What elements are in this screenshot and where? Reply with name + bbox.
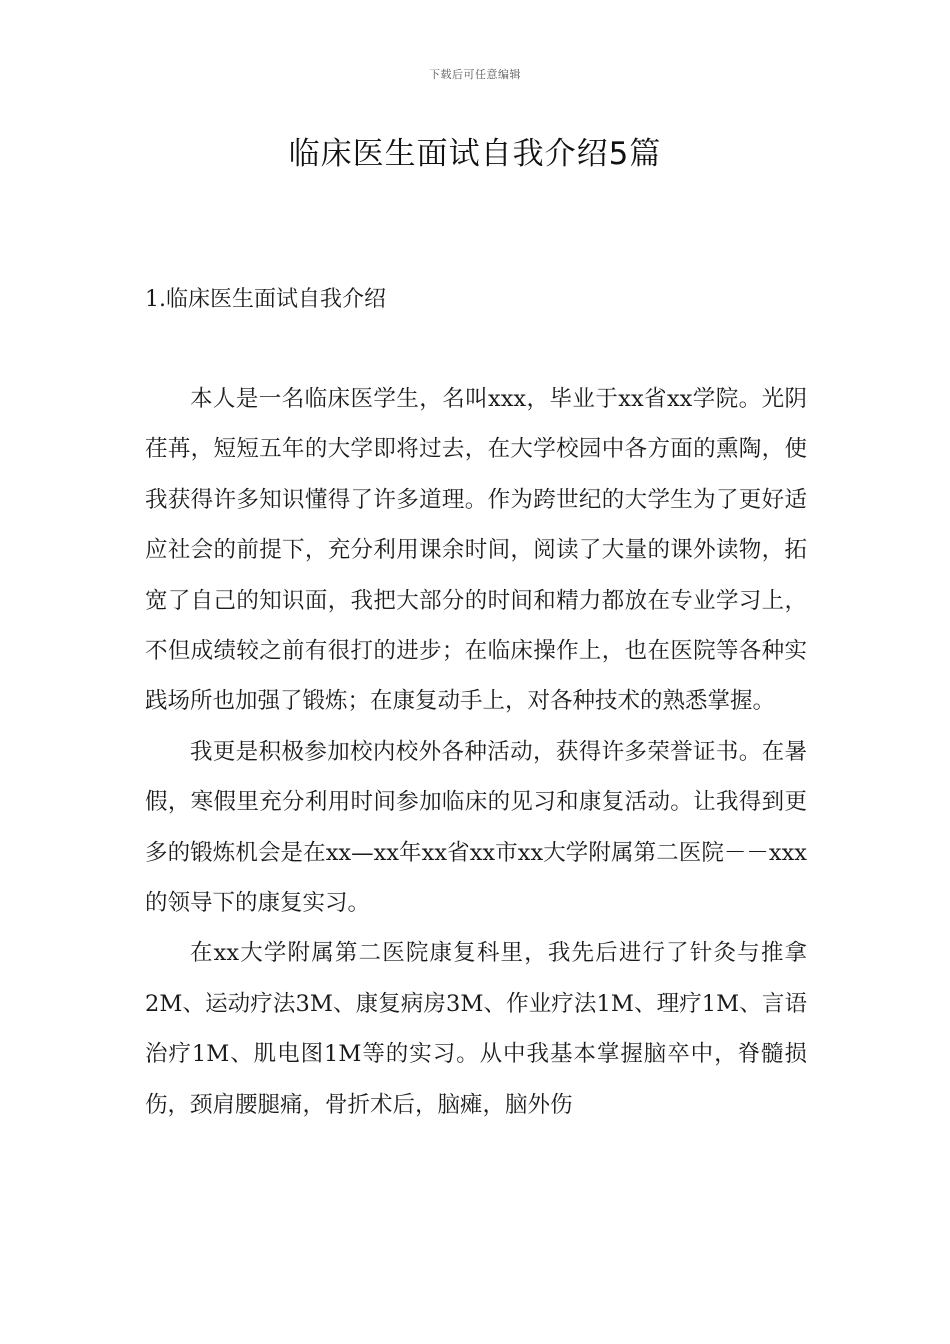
header-note: 下载后可任意编辑 (429, 68, 521, 81)
paragraph-3: 在xx大学附属第二医院康复科里，我先后进行了针灸与推拿2M、运动疗法3M、康复病房3M、作业疗法1M、理疗1M、言语治疗1M、肌电图1M等的实习。从中我基本掌握脑卒中，脊髓损伤，颈肩腰腿痛，骨折术后，脑瘫，脑外伤 (145, 940, 807, 1118)
section-heading: 1.临床医生面试自我介绍 (145, 287, 386, 312)
paragraph-1: 本人是一名临床医学生，名叫xxx，毕业于xx省xx学院。光阴荏苒，短短五年的大学即将过去，在大学校园中各方面的熏陶，使我获得许多知识懂得了许多道理。作为跨世纪的大学生为了更好适应社会的前提下，充分利用课余时间，阅读了大量的课外读物，拓宽了自己的知识面，我把大部分的时间和精力都放在专业学习上，不但成绩较之前有很打的进步；在临床操作上，也在医院等各种实践场所也加强了锻炼；在康复动手上，对各种技术的熟悉掌握。 (145, 386, 807, 715)
paragraph-2: 我更是积极参加校内校外各种活动，获得许多荣誉证书。在暑假，寒假里充分利用时间参加临床的见习和康复活动。让我得到更多的锻炼机会是在xx—xx年xx省xx市xx大学附属第二医院－－xxx的领导下的康复实习。 (145, 738, 807, 917)
body-text (145, 374, 807, 1130)
document-title: 临床医生面试自我介绍5篇 (288, 136, 662, 172)
